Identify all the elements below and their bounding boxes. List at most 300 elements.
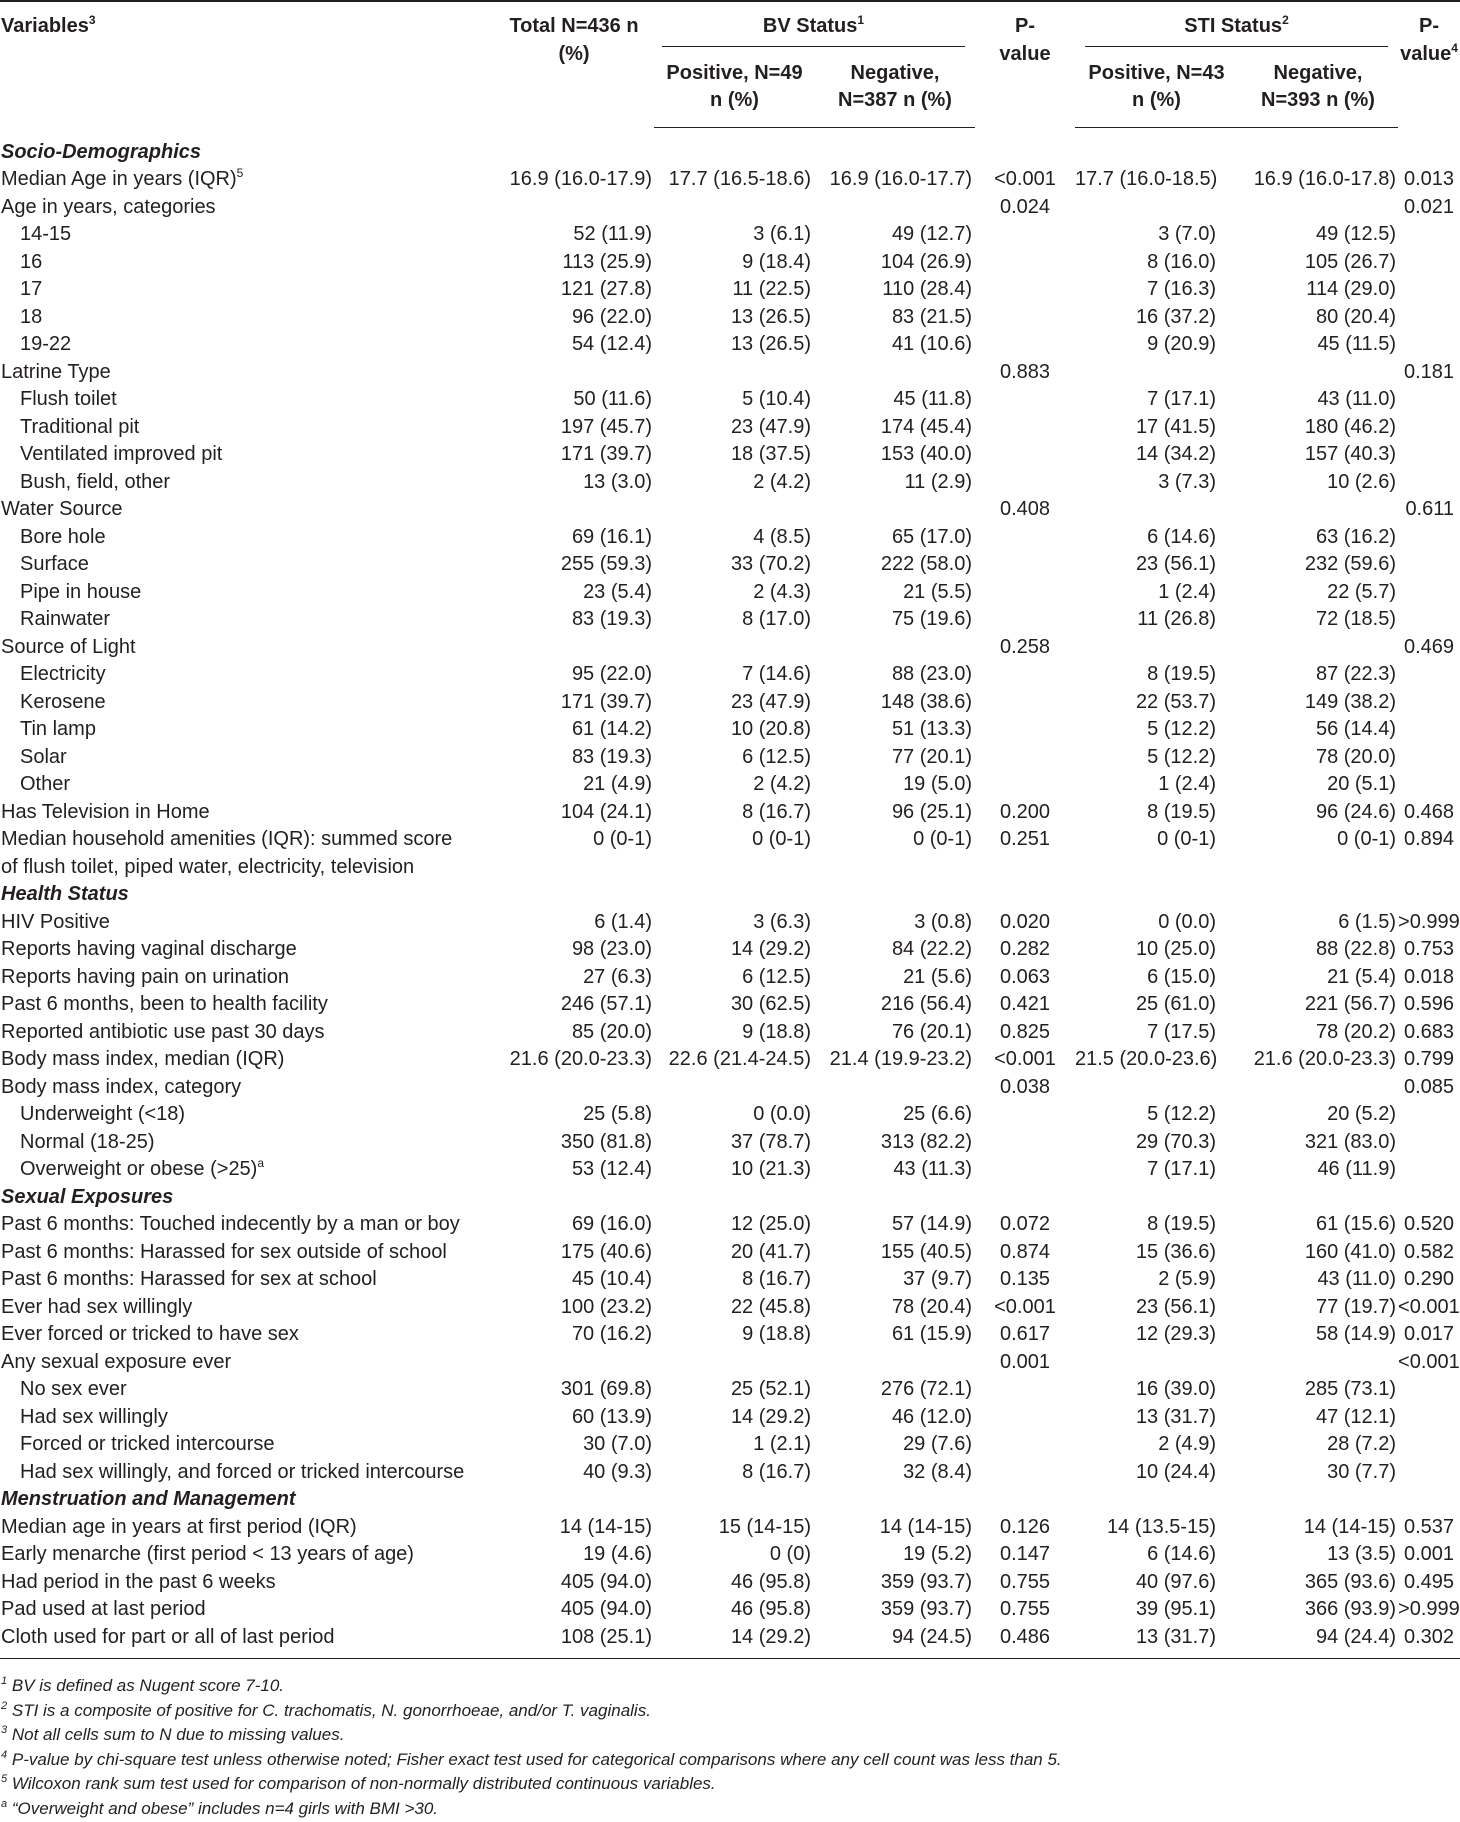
table-row (0, 249, 1460, 277)
cell-p-value-bv: 0.486 (975, 1624, 1075, 1659)
cell-p-value-bv (975, 661, 1075, 689)
cell-p-value-sti: 0.753 (1403, 938, 1455, 960)
cell-sti-negative: 43 (11.0) (1317, 1268, 1397, 1290)
cell-sti-negative: 149 (38.2) (1304, 690, 1397, 713)
cell-sti-negative: 105 (26.7) (1304, 250, 1397, 273)
row-label (0, 414, 494, 442)
cell-total: 175 (40.6) (560, 1240, 652, 1263)
cell-p-value-sti (1398, 469, 1460, 497)
cell-sti-negative: 366 (93.9) (1304, 1598, 1397, 1620)
row-label (0, 991, 494, 1019)
cell-p-value-sti (1398, 579, 1460, 607)
row-label-text: Source of Light (1, 635, 136, 658)
table-row (0, 1624, 1460, 1659)
cell-total: 21.6 (20.0-23.3) (509, 1048, 652, 1070)
cell-bv-negative: 16.9 (16.0-17.7) (829, 168, 972, 190)
row-label-text: Had period in the past 6 weeks (1, 1570, 276, 1593)
header-bv-positive: Positive, N=49 n (%) (654, 47, 815, 128)
cell-p-value-sti: 0.520 (1403, 1213, 1455, 1235)
cell-p-value-bv (975, 1376, 1075, 1404)
cell-bv-negative: 61 (15.9) (891, 1323, 972, 1345)
row-label (0, 194, 494, 222)
cell-sti-negative (1238, 1349, 1398, 1377)
cell-p-value-sti (1398, 606, 1460, 634)
cell-bv-positive: 6 (12.5) (742, 745, 811, 768)
cell-p-value-bv: 0.072 (999, 1213, 1051, 1235)
cell-bv-positive: 0 (0-1) (752, 828, 811, 850)
footnote-mark: 2 (1, 1699, 8, 1712)
table-row (0, 964, 1460, 992)
cell-p-value-sti: 0.495 (1403, 1570, 1455, 1593)
cell-sti-positive: 0 (0-1) (1157, 828, 1216, 850)
cell-sti-negative: 232 (59.6) (1304, 553, 1397, 575)
cell-bv-negative: 155 (40.5) (880, 1240, 972, 1263)
cell-bv-negative: 43 (11.3) (893, 1158, 972, 1180)
footnote-mark: 5 (1, 1773, 8, 1785)
table-row (0, 386, 1460, 414)
cell-bv-positive: 13 (26.5) (730, 333, 811, 355)
cell-bv-negative: 65 (17.0) (891, 525, 972, 548)
cell-total: 60 (13.9) (571, 1405, 652, 1428)
cell-sti-positive: 23 (56.1) (1135, 1295, 1216, 1318)
row-label-text: Body mass index, category (1, 1075, 242, 1098)
table-row (0, 414, 1460, 442)
cell-p-value-sti (1398, 304, 1460, 332)
cell-total: 69 (16.1) (571, 525, 652, 548)
cell-bv-positive: 3 (6.1) (753, 223, 811, 245)
row-label (0, 386, 494, 414)
footnote-mark: 1 (1, 1675, 8, 1687)
table-row (0, 1404, 1460, 1432)
table-row (0, 661, 1460, 689)
cell-p-value-sti: 0.596 (1403, 993, 1455, 1015)
row-label-text: Had sex willingly, and forced or tricked intercourse (20, 1460, 465, 1483)
row-label (0, 166, 494, 194)
cell-sti-positive: 17 (41.5) (1135, 415, 1216, 438)
cell-p-value-sti: >0.999 (1398, 1598, 1460, 1620)
cell-bv-negative: 77 (20.1) (891, 745, 972, 768)
cell-total (494, 1349, 654, 1377)
cell-sti-positive: 8 (19.5) (1147, 800, 1216, 823)
row-label (0, 1321, 494, 1349)
cell-total (494, 496, 654, 524)
cell-sti-negative: 6 (1.5) (1338, 910, 1397, 933)
cell-sti-negative: 78 (20.2) (1315, 1020, 1397, 1043)
cell-p-value-bv: 0.755 (999, 1598, 1051, 1620)
cell-p-value-sti (1398, 441, 1460, 469)
cell-sti-positive: 25 (61.0) (1135, 993, 1216, 1015)
row-label-text: Ever had sex willingly (1, 1295, 193, 1318)
cell-sti-negative: 78 (20.0) (1315, 745, 1397, 768)
cell-sti-positive: 1 (2.4) (1158, 773, 1216, 795)
cell-total (494, 1074, 654, 1102)
cell-p-value-bv: 0.408 (999, 498, 1051, 520)
cell-sti-positive: 8 (16.0) (1147, 250, 1216, 273)
cell-p-value-sti: 0.611 (1405, 498, 1455, 520)
cell-p-value-sti: 0.469 (1403, 635, 1455, 658)
cell-sti-negative: 43 (11.0) (1317, 388, 1397, 410)
cell-total: 25 (5.8) (583, 1103, 652, 1125)
row-label (0, 909, 494, 937)
row-label-text: 16 (20, 250, 43, 273)
section-title: Menstruation and Management (1, 1488, 296, 1510)
table-row (0, 1596, 1460, 1624)
cell-p-value-bv (975, 524, 1075, 552)
row-label-text: Pipe in house (20, 580, 142, 603)
table-row (0, 1101, 1460, 1129)
cell-sti-positive: 15 (36.6) (1135, 1240, 1216, 1263)
cell-sti-positive: 3 (7.3) (1158, 470, 1216, 493)
header-p-value-bv: P- value (975, 1, 1075, 127)
cell-bv-negative: 51 (13.3) (891, 718, 972, 740)
row-label-text: Water Source (1, 498, 123, 520)
row-label-text: Electricity (20, 663, 106, 685)
row-label-text: Has Television in Home (1, 800, 210, 823)
cell-bv-positive: 22.6 (21.4-24.5) (668, 1048, 811, 1070)
cell-sti-positive (1075, 634, 1238, 662)
cell-sti-negative: 58 (14.9) (1315, 1323, 1397, 1345)
cell-sti-positive: 12 (29.3) (1135, 1323, 1216, 1345)
table-row (0, 304, 1460, 332)
cell-sti-positive (1075, 496, 1238, 524)
table-row (0, 1239, 1460, 1267)
row-label (0, 1431, 494, 1459)
cell-bv-positive: 5 (10.4) (742, 388, 811, 410)
footnote-text: “Overweight and obese” includes n=4 girls with BMI >30. (11, 1798, 439, 1818)
row-label-text: Early menarche (first period < 13 years of age) (1, 1543, 414, 1565)
footnote-text: P-value by chi-square test unless otherwise noted; Fisher exact test used for categorical comparisons where any cell count was less than 5. (11, 1749, 1062, 1769)
cell-p-value-bv: <0.001 (994, 1048, 1056, 1070)
cell-p-value-sti: 0.085 (1403, 1075, 1455, 1098)
cell-total: 171 (39.7) (560, 443, 652, 465)
cell-p-value-bv (975, 331, 1075, 359)
row-label (0, 1541, 494, 1569)
row-label (0, 1624, 494, 1659)
cell-bv-negative: 96 (25.1) (891, 800, 972, 823)
row-label (0, 799, 494, 827)
cell-sti-positive: 6 (14.6) (1147, 1543, 1216, 1565)
row-label (0, 496, 494, 524)
cell-p-value-bv (975, 1156, 1075, 1184)
cell-sti-positive: 10 (24.4) (1135, 1460, 1216, 1483)
row-label (0, 359, 494, 387)
cell-bv-negative: 0 (0-1) (913, 828, 972, 850)
cell-sti-negative: 114 (29.0) (1306, 278, 1397, 300)
table-row (0, 1541, 1460, 1569)
cell-bv-negative: 148 (38.6) (880, 690, 972, 713)
row-label-text: 17 (20, 278, 43, 300)
cell-sti-negative: 56 (14.4) (1315, 718, 1397, 740)
cell-p-value-sti: >0.999 (1398, 910, 1460, 933)
cell-bv-negative: 49 (12.7) (891, 223, 972, 245)
table-row (0, 496, 1460, 524)
table-row (0, 1046, 1460, 1074)
cell-p-value-bv: 0.874 (999, 1240, 1051, 1263)
row-label-text: Reports having pain on urination (1, 965, 289, 988)
row-label (0, 1376, 494, 1404)
row-label (0, 1569, 494, 1597)
cell-sti-positive: 16 (39.0) (1135, 1378, 1216, 1400)
footnote (1, 1748, 1062, 1773)
cell-total: 96 (22.0) (571, 305, 652, 328)
row-label (0, 744, 494, 772)
row-label-text: 19-22 (20, 333, 72, 355)
cell-sti-negative: 87 (22.3) (1315, 663, 1397, 685)
cell-sti-negative: 0 (0-1) (1337, 828, 1397, 850)
cell-total: 52 (11.9) (573, 223, 652, 245)
cell-total: 23 (5.4) (583, 580, 652, 603)
header-bv-negative: Negative, N=387 n (%) (815, 47, 975, 128)
table-row (0, 1074, 1460, 1102)
cell-bv-negative: 174 (45.4) (880, 415, 972, 438)
cell-bv-negative: 313 (82.2) (880, 1130, 972, 1153)
footnote (1, 1797, 1062, 1822)
row-label-text: Ventilated improved pit (20, 443, 223, 465)
cell-sti-positive: 5 (12.2) (1147, 745, 1216, 768)
cell-p-value-bv (975, 716, 1075, 744)
cell-bv-negative: 41 (10.6) (891, 333, 972, 355)
row-label (0, 276, 494, 304)
cell-p-value-bv: 0.251 (999, 828, 1051, 850)
section-title: Sexual Exposures (1, 1185, 174, 1208)
cell-total: 61 (14.2) (571, 718, 652, 740)
row-label (0, 249, 494, 277)
cell-p-value-sti (1398, 414, 1460, 442)
cell-bv-negative: 21 (5.5) (903, 580, 972, 603)
cell-p-value-sti (1398, 1376, 1460, 1404)
cell-bv-positive: 20 (41.7) (730, 1240, 811, 1263)
cell-bv-negative: 216 (56.4) (880, 993, 972, 1015)
cell-bv-positive (654, 496, 815, 524)
row-label (0, 1156, 494, 1184)
row-label-text: Traditional pit (20, 415, 140, 438)
cell-sti-negative (1238, 359, 1398, 387)
table-row (0, 1569, 1460, 1597)
cell-p-value-bv (975, 276, 1075, 304)
cell-p-value-sti: 0.683 (1403, 1020, 1455, 1043)
row-label-text: Past 6 months: Harassed for sex at school (1, 1268, 377, 1290)
cell-sti-positive: 13 (31.7) (1135, 1405, 1216, 1428)
cell-sti-negative: 21 (5.4) (1327, 965, 1397, 988)
section-row (0, 881, 1460, 909)
cell-sti-negative: 321 (83.0) (1304, 1130, 1397, 1153)
cell-bv-negative: 359 (93.7) (880, 1598, 972, 1620)
row-label-text: Past 6 months: Touched indecently by a man or boy (1, 1213, 460, 1235)
row-label (0, 661, 494, 689)
row-label-text: Past 6 months, been to health facility (1, 993, 328, 1015)
cell-sti-positive (1075, 359, 1238, 387)
cell-sti-positive: 7 (16.3) (1147, 278, 1216, 300)
cell-p-value-bv (975, 1129, 1075, 1157)
cell-bv-positive: 18 (37.5) (730, 443, 811, 465)
cell-bv-negative: 153 (40.0) (880, 443, 972, 465)
cell-total: 108 (25.1) (494, 1624, 654, 1659)
cell-bv-positive: 3 (6.3) (753, 910, 811, 933)
cell-total: 104 (24.1) (560, 800, 652, 823)
row-label (0, 524, 494, 552)
cell-bv-positive: 46 (95.8) (730, 1570, 811, 1593)
cell-bv-positive: 8 (17.0) (742, 608, 811, 630)
cell-sti-negative: 13 (3.5) (1327, 1543, 1397, 1565)
cell-sti-positive: 2 (4.9) (1158, 1433, 1216, 1455)
cell-p-value-sti: 0.017 (1403, 1323, 1455, 1345)
cell-p-value-bv (975, 441, 1075, 469)
cell-bv-negative: 110 (28.4) (882, 278, 972, 300)
cell-bv-positive: 33 (70.2) (730, 553, 811, 575)
footnote-mark: 3 (1, 1724, 8, 1736)
table-row (0, 771, 1460, 799)
cell-p-value-bv (975, 1404, 1075, 1432)
cell-total: 85 (20.0) (571, 1020, 652, 1043)
row-label (0, 606, 494, 634)
cell-sti-negative: 160 (41.0) (1304, 1240, 1397, 1263)
section-row (0, 1184, 1460, 1212)
cell-total: 70 (16.2) (571, 1323, 652, 1345)
cell-p-value-bv (975, 249, 1075, 277)
cell-p-value-sti: 0.001 (1403, 1543, 1455, 1565)
cell-bv-positive: 13 (26.5) (730, 305, 811, 328)
row-label-text: Reports having vaginal discharge (1, 938, 297, 960)
table-row (0, 331, 1460, 359)
cell-sti-positive: 10 (25.0) (1135, 938, 1216, 960)
table-row (0, 579, 1460, 607)
cell-sti-negative: 88 (22.8) (1315, 938, 1397, 960)
header-p-value-sti: P- value$^4$ (1398, 1, 1460, 127)
cell-total: 405 (94.0) (560, 1570, 652, 1593)
cell-p-value-bv: 0.617 (999, 1323, 1051, 1345)
cell-p-value-sti: <0.001 (1398, 1350, 1460, 1373)
table-row (0, 1294, 1460, 1322)
cell-sti-negative: 94 (24.4) (1238, 1624, 1398, 1659)
cell-sti-negative: 45 (11.5) (1317, 333, 1397, 355)
table-row (0, 276, 1460, 304)
cell-sti-positive: 17.7 (16.0-18.5) (1075, 168, 1218, 190)
cell-bv-positive: 8 (16.7) (742, 1268, 811, 1290)
cell-p-value-sti (1398, 1129, 1460, 1157)
cell-p-value-bv (975, 606, 1075, 634)
cell-bv-positive: 17.7 (16.5-18.6) (668, 168, 811, 190)
cell-sti-positive: 6 (15.0) (1147, 965, 1216, 988)
cell-sti-negative: 80 (20.4) (1315, 305, 1397, 328)
cell-sti-positive: 14 (34.2) (1135, 443, 1216, 465)
row-label-text: Reported antibiotic use past 30 days (1, 1020, 325, 1043)
cell-total: 50 (11.6) (573, 388, 652, 410)
cell-sti-negative: 28 (7.2) (1327, 1433, 1397, 1455)
footnotes (1, 1674, 1062, 1821)
cell-sti-negative: 14 (14-15) (1303, 1515, 1397, 1538)
table-row (0, 991, 1460, 1019)
cell-sti-positive: 5 (12.2) (1147, 718, 1216, 740)
cell-sti-negative: 21.6 (20.0-23.3) (1253, 1048, 1397, 1070)
cell-bv-negative (815, 1349, 975, 1377)
cell-sti-negative: 46 (11.9) (1317, 1158, 1397, 1180)
cell-p-value-bv: 0.883 (999, 360, 1051, 383)
footnote-text: Not all cells sum to N due to missing values. (11, 1725, 345, 1744)
table-row (0, 1459, 1460, 1487)
table-row (0, 716, 1460, 744)
row-label (0, 1294, 494, 1322)
table-row (0, 359, 1460, 387)
cell-bv-positive: 23 (47.9) (730, 415, 811, 438)
cell-sti-negative: 61 (15.6) (1315, 1213, 1397, 1235)
row-label-text: Ever forced or tricked to have sex (1, 1323, 299, 1345)
row-label-text: Solar (20, 745, 67, 768)
cell-p-value-bv: 0.063 (999, 965, 1051, 988)
cell-total: 27 (6.3) (583, 965, 652, 988)
row-label (0, 826, 494, 881)
row-label (0, 1211, 494, 1239)
row-label-text: 14-15 (20, 223, 72, 245)
cell-sti-positive: 14 (13.5-15) (1107, 1515, 1216, 1538)
table-row (0, 1321, 1460, 1349)
table-row (0, 1129, 1460, 1157)
cell-p-value-bv (975, 469, 1075, 497)
cell-p-value-sti (1398, 551, 1460, 579)
cell-p-value-sti (1398, 689, 1460, 717)
row-label (0, 634, 494, 662)
table-row (0, 799, 1460, 827)
cell-sti-positive: 8 (19.5) (1147, 1213, 1216, 1235)
cell-p-value-bv (975, 386, 1075, 414)
row-label-text: Pad used at last period (1, 1598, 206, 1620)
cell-p-value-sti: 0.018 (1403, 965, 1455, 988)
cell-total: 54 (12.4) (571, 333, 652, 355)
cell-bv-negative: 104 (26.9) (880, 250, 972, 273)
cell-bv-positive: 4 (8.5) (753, 525, 811, 548)
header-bv-status: BV Status$^1$ (654, 1, 975, 47)
cell-bv-positive: 2 (4.2) (753, 773, 811, 795)
cell-p-value-sti (1398, 221, 1460, 249)
cell-bv-negative: 11 (2.9) (904, 470, 972, 493)
cell-bv-positive: 9 (18.4) (742, 250, 811, 273)
cell-bv-negative: 29 (7.6) (903, 1433, 972, 1455)
row-label (0, 1019, 494, 1047)
row-label-text: Forced or tricked intercourse (20, 1433, 275, 1455)
cell-bv-positive (654, 359, 815, 387)
cell-p-value-bv: 0.147 (999, 1543, 1051, 1565)
cell-p-value-bv (975, 414, 1075, 442)
cell-p-value-sti (1398, 716, 1460, 744)
cell-total: 13 (3.0) (583, 470, 652, 493)
cell-sti-positive: 40 (97.6) (1135, 1570, 1216, 1593)
cell-sti-negative: 47 (12.1) (1315, 1405, 1397, 1428)
footnote-mark: 4 (1, 1748, 8, 1761)
cell-p-value-bv (975, 221, 1075, 249)
row-label-text: Past 6 months: Harassed for sex outside of school (1, 1240, 447, 1263)
table-row (0, 1211, 1460, 1239)
cell-sti-positive (1075, 1074, 1238, 1102)
cell-sti-negative: 30 (7.7) (1327, 1460, 1397, 1483)
cell-p-value-bv (975, 1459, 1075, 1487)
cell-bv-positive (654, 1074, 815, 1102)
cell-bv-negative: 14 (14-15) (879, 1515, 972, 1538)
row-label (0, 331, 494, 359)
cell-total: 98 (23.0) (571, 938, 652, 960)
cell-bv-negative: 21.4 (19.9-23.2) (829, 1048, 972, 1070)
row-label (0, 551, 494, 579)
cell-p-value-sti: 0.290 (1403, 1268, 1455, 1290)
row-label-text: Latrine Type (1, 360, 111, 383)
cell-sti-positive: 23 (56.1) (1135, 553, 1216, 575)
cell-bv-positive: 0 (0) (769, 1543, 811, 1565)
cell-p-value-sti: 0.537 (1403, 1515, 1455, 1538)
row-label (0, 1514, 494, 1542)
table-row (0, 1266, 1460, 1294)
cell-bv-negative: 3 (0.8) (914, 910, 972, 933)
cell-p-value-sti (1398, 1101, 1460, 1129)
table-row (0, 689, 1460, 717)
row-label-text: Tin lamp (20, 718, 96, 740)
